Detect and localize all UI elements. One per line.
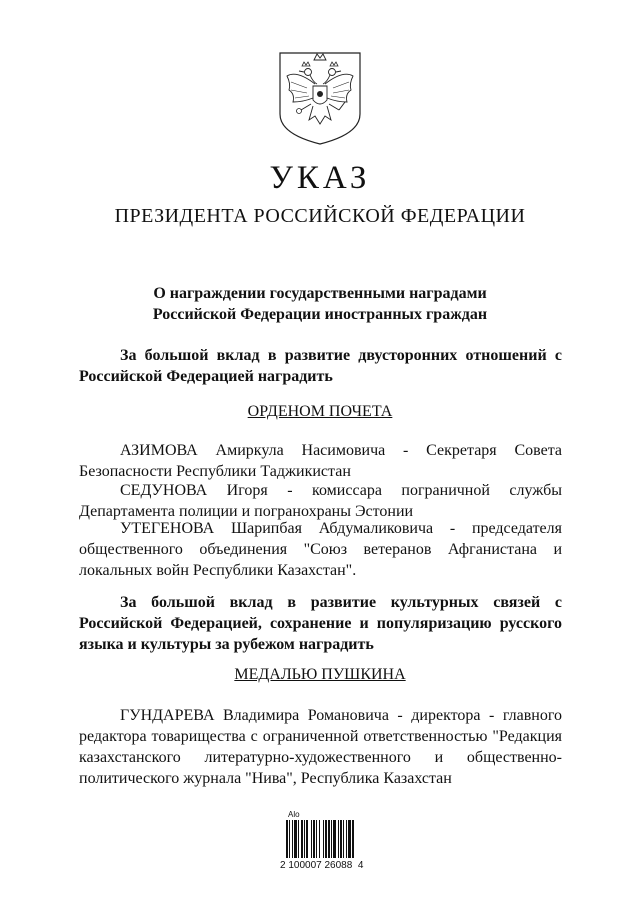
coat-of-arms-icon [277, 50, 363, 146]
recipient-item: АЗИМОВА Амиркула Насимовича - Секретаря Совета Безопасности Республики Таджикистан [79, 442, 562, 480]
document-title: УКАЗ [269, 160, 371, 196]
barcode-icon [286, 820, 372, 858]
section1-award-heading: ОРДЕНОМ ПОЧЕТА [247, 403, 393, 420]
recipient-item: СЕДУНОВА Игоря - комиссара пограничной службы Департамента полиции и погранохраны Эстонии [79, 482, 562, 520]
barcode-number: 2 100007 26088 4 [280, 860, 364, 871]
section2-award-heading: МЕДАЛЬЮ ПУШКИНА [234, 666, 406, 683]
document-subtitle: ПРЕЗИДЕНТА РОССИЙСКОЙ ФЕДЕРАЦИИ [114, 205, 526, 227]
barcode [280, 810, 380, 870]
section2-decree: За большой вклад в развитие культурных связей с Российской Федерацией, сохранение и популяризацию русского языка и культуры за рубежом наградить [79, 594, 562, 653]
barcode-mark: Alo [288, 810, 300, 819]
recipient-item: ГУНДАРЕВА Владимира Романовича - директора - главного редактора товарищества с ограниченной ответственностью "Редакция казахстанского литературно-художественного и общественно-политического журнала "Нива", Республика Казахстан [79, 707, 562, 787]
subject-line: О награждении государственными наградами [153, 285, 487, 302]
section1-decree: За большой вклад в развитие двусторонних отношений с Российской Федерацией наградить [79, 347, 562, 385]
subject-line: Российской Федерации иностранных граждан [152, 306, 488, 323]
decree-subject [0, 283, 640, 325]
recipient-item: УТЕГЕНОВА Шарипбая Абдумаликовича - председателя общественного объединения "Союз ветеранов Афганистана и локальных войн Республики Казахстан". [79, 520, 562, 579]
